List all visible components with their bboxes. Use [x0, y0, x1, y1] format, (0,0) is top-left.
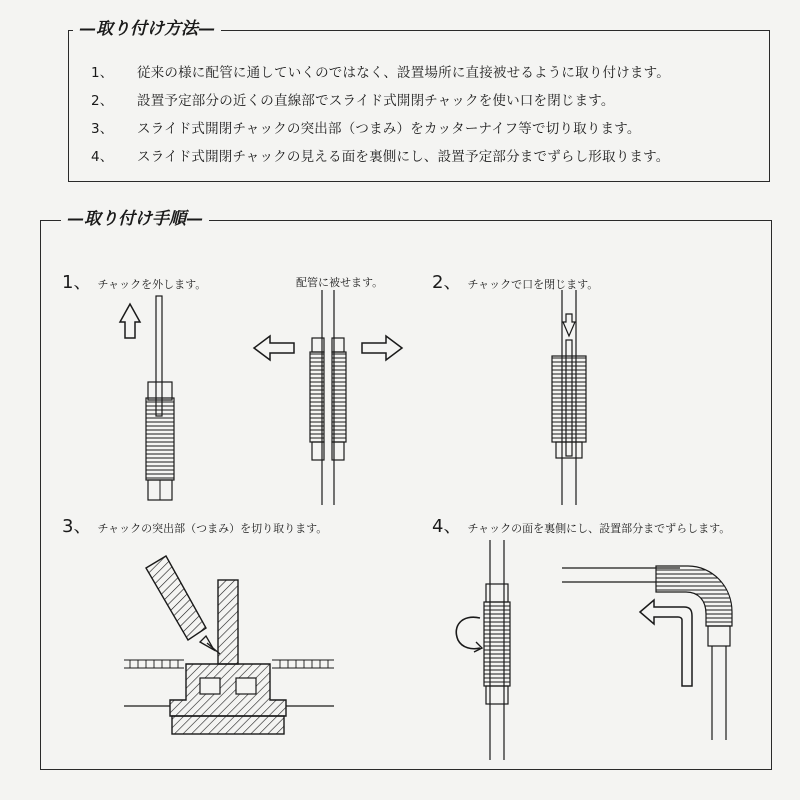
step1b-text: 配管に被せます。: [296, 276, 384, 289]
step3-illustration: [124, 556, 334, 734]
zipper-cross-section: [170, 664, 286, 716]
sleeve: [484, 602, 510, 686]
step3-number: 3、: [62, 516, 92, 537]
sleeve-left-half: [310, 352, 324, 442]
method-item-number: 3、: [91, 121, 114, 137]
left-arrow-icon: [254, 336, 294, 360]
step1-illustration: [120, 296, 174, 500]
step4-text: チャックの面を裏側にし、設置部分までずらします。: [467, 522, 731, 535]
method-title: —取り付け方法—: [73, 19, 221, 39]
cutter-blade-icon: [146, 556, 206, 640]
step1-number: 1、: [62, 272, 92, 293]
method-item-number: 1、: [91, 65, 114, 81]
step4-number: 4、: [432, 516, 462, 537]
rotate-arrow-icon: [456, 617, 480, 649]
method-item-text: 設置予定部分の近くの直線部でスライド式開閉チャックを使い口を閉じます。: [137, 93, 615, 109]
method-item-text: スライド式開閉チャックの見える面を裏側にし、設置予定部分までずらし形取ります。: [137, 149, 670, 165]
step2-text: チャックで口を閉じます。: [467, 278, 599, 291]
bent-arrow-icon: [640, 600, 692, 686]
sleeve-right-half: [332, 352, 346, 442]
method-item-number: 2、: [91, 93, 114, 109]
insulation-sleeve: [146, 398, 174, 480]
down-arrow-icon: [563, 314, 575, 336]
step1b-illustration: [254, 290, 402, 505]
step2-number: 2、: [432, 272, 462, 293]
method-item-text: 従来の様に配管に通していくのではなく、設置場所に直接被せるように取り付けます。: [137, 65, 670, 81]
step1-text: チャックを外します。: [97, 278, 207, 291]
step3-text: チャックの突出部（つまみ）を切り取ります。: [97, 522, 328, 535]
step4-illustration: [456, 540, 732, 760]
up-arrow-icon: [120, 304, 140, 338]
steps-title: —取り付け手順—: [61, 209, 209, 229]
closed-sleeve: [552, 356, 586, 442]
zipper-knob: [218, 580, 238, 664]
method-item-text: スライド式開閉チャックの突出部（つまみ）をカッターナイフ等で切り取ります。: [137, 121, 641, 137]
right-arrow-icon: [362, 336, 402, 360]
method-item-number: 4、: [91, 149, 114, 165]
step2-illustration: [552, 290, 586, 505]
